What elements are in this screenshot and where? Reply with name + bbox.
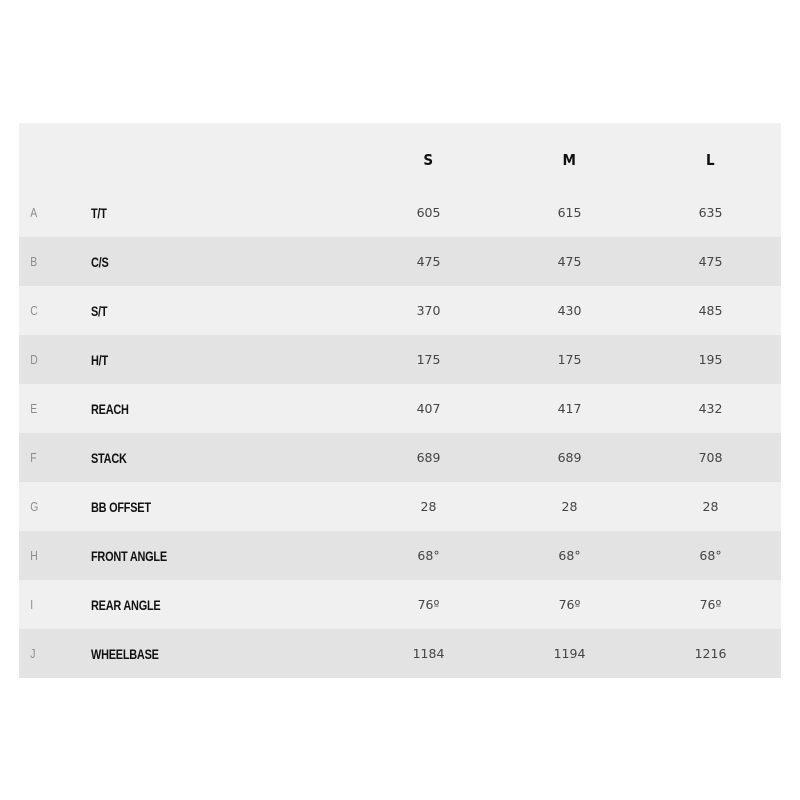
- value-cell: 28: [420, 499, 437, 514]
- row-parameter: S/T: [91, 302, 108, 319]
- table-row: [19, 188, 781, 237]
- value-cell: 175: [416, 352, 441, 367]
- row-letter: A: [30, 205, 38, 220]
- table-row: [19, 384, 781, 433]
- row-letter: D: [30, 352, 38, 367]
- value-cell: 708: [698, 450, 723, 465]
- header-param-cell: [91, 123, 358, 188]
- row-letter: B: [30, 254, 38, 269]
- geometry-table-panel: [19, 123, 781, 676]
- table-row: [19, 580, 781, 629]
- value-cell: 615: [557, 205, 582, 220]
- value-cell: 76º: [558, 597, 581, 612]
- value-cell: 1216: [694, 646, 727, 661]
- value-cell: 475: [557, 254, 582, 269]
- value-cell: 28: [561, 499, 578, 514]
- value-cell: 28: [702, 499, 719, 514]
- value-cell: 485: [698, 303, 723, 318]
- value-cell: 430: [557, 303, 582, 318]
- value-cell: 407: [416, 401, 441, 416]
- size-header-m: M: [562, 150, 577, 169]
- value-cell: 689: [416, 450, 441, 465]
- table-row: [19, 237, 781, 286]
- row-letter: G: [30, 499, 39, 514]
- row-parameter: WHEELBASE: [91, 645, 159, 662]
- value-cell: 175: [557, 352, 582, 367]
- value-cell: 76º: [699, 597, 722, 612]
- value-cell: 1184: [412, 646, 445, 661]
- size-header-l: L: [705, 150, 716, 169]
- row-letter: I: [30, 597, 34, 612]
- value-cell: 475: [698, 254, 723, 269]
- header-letter-cell: [19, 123, 91, 188]
- table-row: [19, 433, 781, 482]
- value-cell: 689: [557, 450, 582, 465]
- value-cell: 635: [698, 205, 723, 220]
- table-row: [19, 629, 781, 678]
- table-row: [19, 335, 781, 384]
- value-cell: 417: [557, 401, 582, 416]
- value-cell: 195: [698, 352, 723, 367]
- value-cell: 68°: [417, 548, 440, 563]
- header-row: [19, 123, 781, 188]
- value-cell: 605: [416, 205, 441, 220]
- row-letter: H: [30, 548, 38, 563]
- row-parameter: BB OFFSET: [91, 498, 151, 515]
- value-cell: 475: [416, 254, 441, 269]
- row-letter: E: [30, 401, 38, 416]
- row-letter: F: [30, 450, 37, 465]
- table-row: [19, 286, 781, 335]
- row-parameter: REAR ANGLE: [91, 596, 161, 613]
- row-parameter: T/T: [91, 204, 107, 221]
- row-parameter: C/S: [91, 253, 109, 270]
- row-parameter: STACK: [91, 449, 127, 466]
- value-cell: 68°: [699, 548, 722, 563]
- row-parameter: REACH: [91, 400, 129, 417]
- value-cell: 1194: [553, 646, 586, 661]
- value-cell: 76º: [417, 597, 440, 612]
- table-row: [19, 531, 781, 580]
- geometry-table: [19, 123, 781, 678]
- table-row: [19, 482, 781, 531]
- row-parameter: FRONT ANGLE: [91, 547, 167, 564]
- size-header-s: S: [423, 150, 434, 169]
- row-parameter: H/T: [91, 351, 108, 368]
- value-cell: 68°: [558, 548, 581, 563]
- value-cell: 370: [416, 303, 441, 318]
- row-letter: C: [30, 303, 38, 318]
- row-letter: J: [30, 646, 36, 661]
- value-cell: 432: [698, 401, 723, 416]
